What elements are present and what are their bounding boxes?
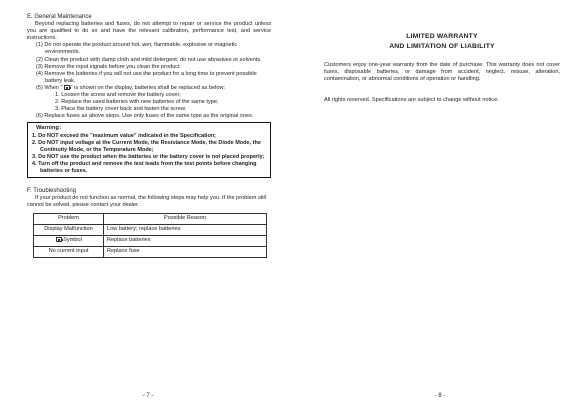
substep: 2. Replace the used batteries with new batteries of the same type; (55, 99, 219, 106)
warning-item: 1. Do NOT exceed the "maximum value" indicated in the Specification; (32, 132, 217, 139)
page-number-left: - 7 - (142, 393, 154, 399)
right-page (290, 0, 580, 405)
table-header-row (34, 213, 267, 224)
warning-item: 3. Do NOT use the product when the batteries or the battery cover is not placed properly; (32, 153, 265, 160)
section-e-intro: Beyond replacing batteries and fuses, do not attempt to repair or service the product unless you are qualified to do so and have the relevant calibration, performance test, and service instructions. (27, 21, 271, 42)
warning-list (32, 133, 266, 175)
symbol-label: Symbol (63, 237, 82, 244)
warranty-body: Customers enjoy one-year warranty from the date of purchase. This warranty does not cover fuses, disposable batteries, or damage from accident, neglect, misuse, alteration, contamination, or abnormal conditions of operation or handling. (324, 62, 560, 83)
substep: 1. Loosen the screw and remove the battery cover; (55, 92, 181, 99)
column-header: Possible Reason (104, 213, 267, 224)
rights-notice: All rights reserved. Specifications are subject to change without notice. (324, 96, 499, 103)
right-page-content (324, 32, 560, 104)
warning-title: Warning： (36, 125, 65, 132)
table-cell: No current input (34, 246, 104, 257)
left-page-content (27, 14, 271, 258)
section-e-title: E. General Maintenance (27, 14, 92, 20)
column-header: Problem (34, 213, 104, 224)
maintenance-step: (6) Replace fuses as above steps. Use only fuses of the same type as the original ones. (36, 113, 254, 120)
maintenance-step-5 (36, 85, 271, 113)
warranty-title-line2: AND LIMITATION OF LIABILITY (389, 43, 495, 50)
warning-item: 2. Do NOT input voltage at the Current Mode, the Resistance Mode, the Diode Mode, the Continuity Mode, or the Temperature Mode; (32, 139, 261, 153)
maintenance-steps (36, 42, 271, 120)
maintenance-step: (3) Remove the input signals before you clean the product. (36, 63, 182, 70)
table-cell-symbol (34, 235, 104, 246)
battery-replace-substeps (55, 92, 271, 113)
table-row (34, 224, 267, 235)
section-f-title: F. Troubleshooting (27, 187, 77, 194)
table-row (34, 235, 267, 246)
maintenance-step: (4) Remove the batteries if you will not use the product for a long time to prevent possible battery leak. (36, 70, 257, 84)
warning-box (27, 122, 271, 177)
step5-suffix: " is shown on the display, batteries shall be replaced as below: (70, 84, 226, 91)
section-f-intro: If your product do not function as normal, the following steps may help you. If the problem still cannot be solved, please contact your dealer. (27, 194, 267, 208)
table-cell: Replace batteries (104, 235, 267, 246)
low-battery-icon (64, 85, 70, 90)
table-row (34, 246, 267, 257)
low-battery-icon (56, 237, 62, 242)
substep: 3. Place the battery cover back and fasten the screw. (55, 106, 187, 113)
warranty-title-line1: LIMITED WARRANTY (406, 33, 478, 40)
maintenance-step: (2) Clean the product with damp cloth and mild detergent; do not use abrasives or solvents. (36, 56, 262, 63)
table-cell: Low battery; replace batteries (104, 224, 267, 235)
warning-item: 4. Turn off the product and remove the test leads from the test points before changing batteries or fuses. (32, 160, 257, 174)
table-cell: Display Malfunction (34, 224, 104, 235)
troubleshooting-table (33, 213, 267, 258)
table-cell: Replace fuse (104, 246, 267, 257)
page-number-right: - 8 - (434, 393, 446, 399)
maintenance-step: (1) Do not operate the product around hot, wet, flammable, explosive or magnetic environments. (36, 42, 238, 56)
step5-prefix: (5) When " (36, 84, 63, 91)
